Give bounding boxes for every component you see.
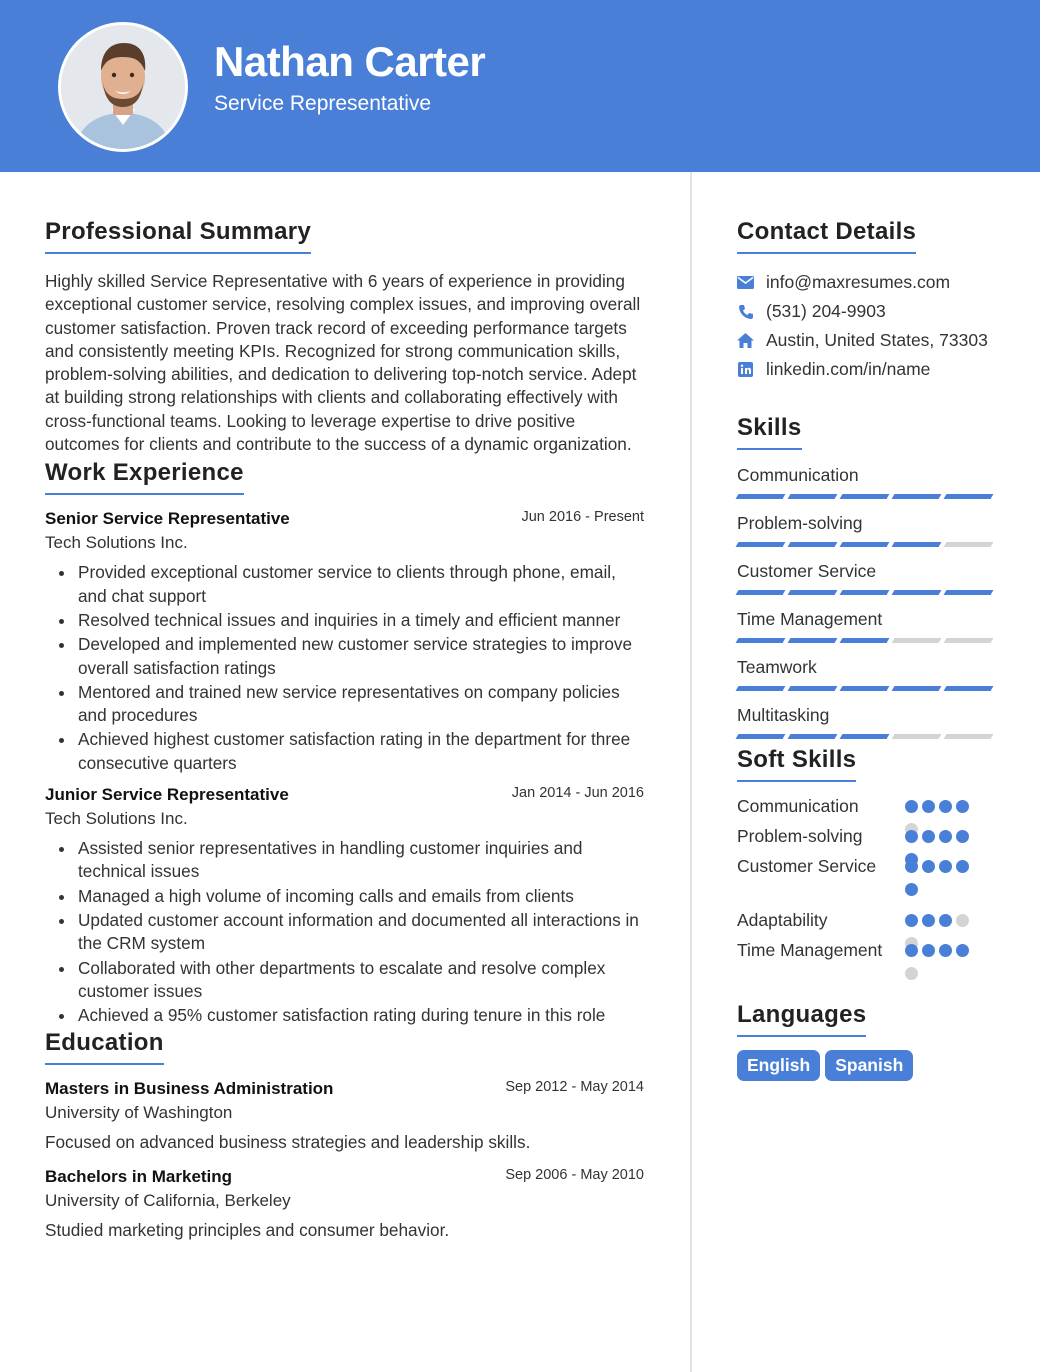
skill-level-segment [736, 542, 786, 547]
soft-skill-row [737, 939, 997, 993]
job-bullets [45, 837, 645, 1027]
list-item: Assisted senior representatives in handling customer inquiries and technical issues [45, 837, 645, 884]
rating-dot [956, 860, 969, 873]
contact-title: Contact Details [737, 218, 916, 254]
skill-level-bar [737, 590, 992, 595]
job-dates: Jan 2014 - Jun 2016 [511, 785, 644, 802]
rating-dot [956, 830, 969, 843]
list-item: Achieved highest customer satisfaction rating in the department for three consecutive quarters [45, 728, 645, 775]
contact-email[interactable] [737, 268, 997, 297]
main-column [45, 218, 645, 1241]
summary-section [45, 218, 645, 456]
skill-level-segment [944, 590, 994, 595]
column-divider [690, 172, 692, 1372]
soft-skill-dots [905, 860, 977, 906]
rating-dot [956, 944, 969, 957]
phone-icon [737, 303, 754, 320]
education-desc: Studied marketing principles and consumer behavior. [45, 1220, 450, 1241]
education-entry [45, 1079, 645, 1153]
skill-level-segment [788, 734, 838, 739]
soft-skill-row [737, 855, 997, 909]
skill-level-segment [840, 638, 890, 643]
rating-dot [905, 967, 918, 980]
soft-skill-row [737, 825, 997, 855]
rating-dot [939, 914, 952, 927]
soft-skill-dots [905, 944, 977, 990]
rating-dot [905, 830, 918, 843]
skill-level-bar [737, 638, 992, 643]
rating-dot [905, 883, 918, 896]
avatar [58, 22, 188, 152]
skill-name: Communication [737, 465, 859, 485]
experience-section [45, 459, 645, 1027]
rating-dot [939, 800, 952, 813]
rating-dot [956, 800, 969, 813]
contact-linkedin[interactable] [737, 355, 997, 384]
language-badge: English [737, 1050, 820, 1081]
skill-level-segment [736, 686, 786, 691]
soft-skill-row [737, 795, 997, 825]
skill-name: Customer Service [737, 561, 877, 581]
contact-section [737, 218, 997, 384]
skill-level-bar [737, 734, 992, 739]
skill-level-segment [736, 494, 786, 499]
skill-level-segment [944, 638, 994, 643]
skill-level-segment [840, 542, 890, 547]
skill-level-segment [944, 542, 994, 547]
rating-dot [905, 800, 918, 813]
skill-level-segment [736, 734, 786, 739]
languages-list [737, 1050, 997, 1081]
skill-level-bar [737, 686, 992, 691]
soft-skills-list [737, 795, 997, 993]
rating-dot [905, 944, 918, 957]
rating-dot [922, 944, 935, 957]
list-item: Mentored and trained new service representatives on company policies and procedures [45, 681, 645, 728]
location-text: Austin, United States, 73303 [766, 330, 988, 350]
rating-dot [939, 860, 952, 873]
soft-skill-row [737, 909, 997, 939]
skill-level-segment [892, 734, 942, 739]
list-item: Developed and implemented new customer service strategies to improve overall satisfaction ratings [45, 633, 645, 680]
rating-dot [922, 800, 935, 813]
skill-level-segment [736, 638, 786, 643]
rating-dot [922, 830, 935, 843]
skill-level-segment [892, 494, 942, 499]
education-title: Education [45, 1029, 164, 1065]
job-title: Junior Service Representative [45, 785, 289, 805]
experience-title: Work Experience [45, 459, 244, 495]
skill-name: Multitasking [737, 705, 830, 725]
language-badge: Spanish [825, 1050, 913, 1081]
skill-level-segment [892, 638, 942, 643]
rating-dot [905, 914, 918, 927]
degree-title: Bachelors in Marketing [45, 1167, 233, 1187]
skill-name: Problem-solving [737, 513, 863, 533]
soft-skill-name: Problem-solving [737, 826, 863, 846]
contact-location [737, 326, 997, 355]
list-item: Resolved technical issues and inquiries in a timely and efficient manner [45, 609, 645, 632]
rating-dot [922, 914, 935, 927]
skill-level-segment [892, 686, 942, 691]
candidate-role: Service Representative [214, 92, 432, 115]
rating-dot [922, 860, 935, 873]
education-dates: Sep 2006 - May 2010 [505, 1167, 644, 1184]
email-text: info@maxresumes.com [766, 272, 951, 292]
soft-skill-name: Communication [737, 796, 859, 816]
skill-level-segment [892, 590, 942, 595]
rating-dot [956, 914, 969, 927]
skills-title: Skills [737, 414, 802, 450]
skill-level-segment [840, 734, 890, 739]
education-section [45, 1029, 645, 1241]
languages-section [737, 1001, 997, 1081]
phone-text: (531) 204-9903 [766, 301, 886, 321]
job-bullets [45, 561, 645, 775]
languages-title: Languages [737, 1001, 866, 1037]
job-title: Senior Service Representative [45, 509, 290, 529]
skill-name: Teamwork [737, 657, 817, 677]
skill-level-bar [737, 494, 992, 499]
job-entry [45, 785, 645, 1027]
list-item: Provided exceptional customer service to clients through phone, email, and chat support [45, 561, 645, 608]
rating-dot [939, 830, 952, 843]
summary-text: Highly skilled Service Representative with 6 years of experience in providing exceptional customer service, resolving complex issues, and improving overall customer satisfaction. Proven track record of exceeding performance targets and consistently meeting KPIs. Recognized for strong communication skills, problem-solving abilities, and dedication to delivering top-notch service. Adept at building strong relationships with clients and collaborating effectively with cross-functional teams. Looking to leverage expertise to drive positive outcomes for clients and contribute to the success of a dynamic organization. [45, 271, 641, 455]
candidate-name: Nathan Carter [214, 38, 486, 85]
skill-level-segment [840, 686, 890, 691]
skill-level-segment [788, 686, 838, 691]
skill-level-segment [944, 494, 994, 499]
skill-level-segment [788, 590, 838, 595]
list-item: Managed a high volume of incoming calls and emails from clients [45, 885, 645, 908]
list-item: Updated customer account information and documented all interactions in the CRM system [45, 909, 645, 956]
list-item: Collaborated with other departments to escalate and resolve complex customer issues [45, 957, 645, 1004]
education-dates: Sep 2012 - May 2014 [505, 1079, 644, 1096]
school-name: University of Washington [45, 1103, 233, 1123]
skill-level-bar [737, 542, 992, 547]
skill-level-segment [788, 494, 838, 499]
skills-list [737, 464, 997, 739]
school-name: University of California, Berkeley [45, 1191, 291, 1211]
soft-skill-name: Adaptability [737, 910, 828, 930]
education-desc: Focused on advanced business strategies and leadership skills. [45, 1132, 531, 1153]
job-entry [45, 509, 645, 775]
contact-phone[interactable] [737, 297, 997, 326]
job-dates: Jun 2016 - Present [521, 509, 644, 526]
linkedin-text: linkedin.com/in/name [766, 359, 931, 379]
skills-section [737, 414, 997, 739]
skill-level-segment [944, 686, 994, 691]
education-entry [45, 1167, 645, 1241]
skill-level-segment [840, 494, 890, 499]
home-icon [737, 332, 754, 349]
profile-photo [61, 25, 185, 149]
rating-dot [939, 944, 952, 957]
soft-skills-section [737, 746, 997, 993]
skill-name: Time Management [737, 609, 883, 629]
soft-skill-name: Time Management [737, 940, 883, 960]
header-banner [0, 0, 1040, 172]
skill-level-segment [788, 638, 838, 643]
job-company: Tech Solutions Inc. [45, 533, 188, 553]
envelope-icon [737, 274, 754, 291]
list-item: Achieved a 95% customer satisfaction rating during tenure in this role [45, 1004, 645, 1027]
skill-level-segment [788, 542, 838, 547]
rating-dot [905, 860, 918, 873]
summary-title: Professional Summary [45, 218, 311, 254]
skill-level-segment [944, 734, 994, 739]
linkedin-icon [737, 361, 754, 378]
skill-level-segment [892, 542, 942, 547]
degree-title: Masters in Business Administration [45, 1079, 334, 1099]
skill-level-segment [840, 590, 890, 595]
soft-skills-title: Soft Skills [737, 746, 856, 782]
soft-skill-name: Customer Service [737, 856, 877, 876]
skill-level-segment [736, 590, 786, 595]
job-company: Tech Solutions Inc. [45, 809, 188, 829]
sidebar-column [737, 218, 997, 1081]
